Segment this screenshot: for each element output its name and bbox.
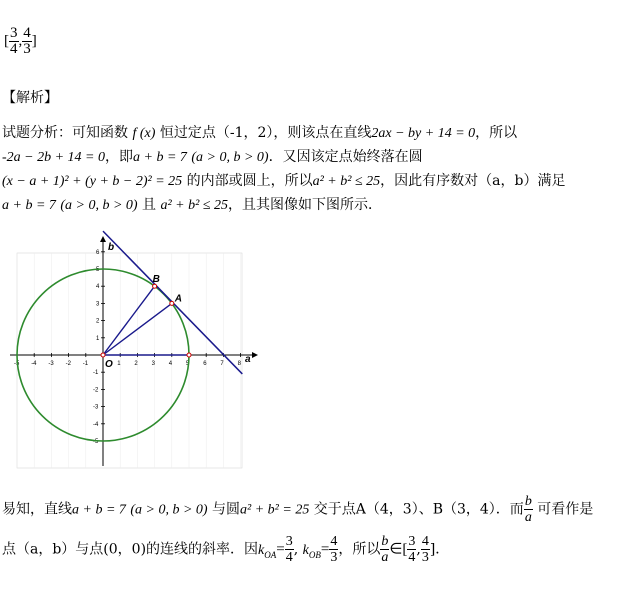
x-tick-label: 7 [220,361,224,367]
fraction-b-over-a: $\frac{b}{a}$ [524,494,532,525]
equals-1: = [276,541,285,558]
coordinate-figure [0,228,262,472]
x-tick-label: 4 [168,361,173,367]
label-origin: O [105,359,113,370]
para-6-text-2: ，所以 [338,541,381,558]
label-a-point: A [174,293,183,305]
label-a-axis: a [245,354,251,365]
circle-origin-equation: a² + b² = 25 [240,502,310,518]
x-tick-label: 8 [237,361,241,367]
answer-fraction-lower: $\frac{3}{4}$ [10,25,18,57]
y-tick-label: 6 [96,249,100,256]
point-5-0-marker [187,353,191,357]
y-tick-label: 1 [96,335,100,342]
y-tick-label: -2 [93,387,99,394]
equation-a-plus-b-3: a + b = 7 [72,502,126,518]
condition-positive-2: (a > 0, b > 0) [60,198,138,213]
answer-fraction-upper: $\frac{4}{3}$ [23,25,31,57]
x-tick-label: 3 [151,361,155,367]
equals-2: = [320,541,330,558]
slope-oa: $k_{OA}$ [258,542,277,560]
y-tick-label: -5 [93,439,99,445]
line-equation: 2ax − by + 14 = 0 [371,126,476,141]
para-5-text-3: 交于点A（4，3）、B（3，4）．而 [313,501,524,518]
para-5-text-2: 与圆 [212,501,241,518]
para-1-end: ，所以 [475,125,518,141]
x-tick-label: -3 [48,361,54,367]
y-tick-label: 4 [96,284,100,291]
para-4-text-2: ，且其图像如下图所示． [228,197,383,213]
element-of: ∈[ [389,541,408,558]
segment-ob [103,286,155,355]
para-2-text-1: ，即 [105,149,134,165]
x-tick-label: 2 [134,361,138,367]
inequality: a² + b² ≤ 25 [312,174,381,189]
label-b-point: B [152,274,160,286]
para-3-text-2: ，因此有序数对（a，b）满足 [380,173,566,189]
circle-equation: (x − a + 1)² + (y + b − 2)² = 25 [2,174,183,189]
answer-interval [4,26,37,57]
x-tick-label: -4 [31,361,37,367]
para-6-text-1: 点（a，b）与点(0，0)的连线的斜率．因 [2,541,259,558]
b-axis-arrow [100,236,106,242]
x-tick-label: 6 [203,361,207,367]
origin-marker [101,353,105,357]
para-3-text-1: 的内部或圆上，所以 [186,173,313,189]
y-tick-label: -1 [93,370,99,377]
equation-a-plus-b: a + b = 7 [133,150,187,165]
para-5-text-1: 易知，直线 [2,501,72,518]
x-tick-label: -1 [82,361,89,367]
fraction-3-4-2: $\frac{3}{4}$ [408,534,416,565]
para-1-mid: 恒过定点（-1，2），则该点在直线 [159,125,372,141]
para-2 [2,146,423,166]
label-b-axis: b [108,242,115,253]
para-3 [2,170,565,190]
analysis-heading: 【解析】 [2,90,58,106]
y-tick-label: -4 [93,421,99,428]
y-tick-label: 5 [96,267,100,273]
slope-ob: $k_{OB}$ [302,542,321,560]
x-tick-label: 5 [186,361,190,367]
para-5-text-4: 可看作是 [537,501,594,518]
y-tick-label: -3 [93,404,99,411]
para-6-text-3: ]． [429,541,450,558]
axis-ticks [14,250,242,445]
y-tick-label: 2 [96,318,100,325]
equation-a-plus-b-2: a + b = 7 [2,198,56,213]
para-4 [2,194,382,214]
para-5 [2,494,593,525]
y-tick-label: 3 [96,301,100,308]
point-a-marker [170,301,174,305]
a-axis-arrow [252,352,258,358]
answer-separator: , [18,32,23,49]
para-6 [2,534,449,565]
para-1 [2,122,517,142]
fraction-3-4: $\frac{3}{4}$ [285,534,293,565]
function-f: f (x) [132,126,156,141]
x-tick-label: -2 [65,361,71,367]
equation-sum-1: -2a − 2b + 14 = 0 [2,150,106,165]
fraction-4-3-2: $\frac{4}{3}$ [421,534,429,565]
separator-2: , [416,541,421,558]
fraction-4-3: $\frac{4}{3}$ [330,534,338,565]
fraction-b-over-a-2: $\frac{b}{a}$ [381,534,389,565]
x-tick-label: 1 [117,361,121,367]
para-1-intro: 试题分析：可知函数 [2,125,128,141]
inequality-2: a² + b² ≤ 25 [160,198,229,213]
para-2-text-2: ．又因该定点始终落在圆 [268,149,423,165]
para-4-text-1: 且 [142,197,157,213]
condition-positive-3: (a > 0, b > 0) [130,502,208,518]
answer-close-bracket: ] [31,32,37,49]
condition-positive: (a > 0, b > 0) [191,150,269,165]
answer-open-bracket: [ [4,32,9,49]
separator-1: , [293,541,299,558]
x-tick-label: -5 [14,361,20,367]
